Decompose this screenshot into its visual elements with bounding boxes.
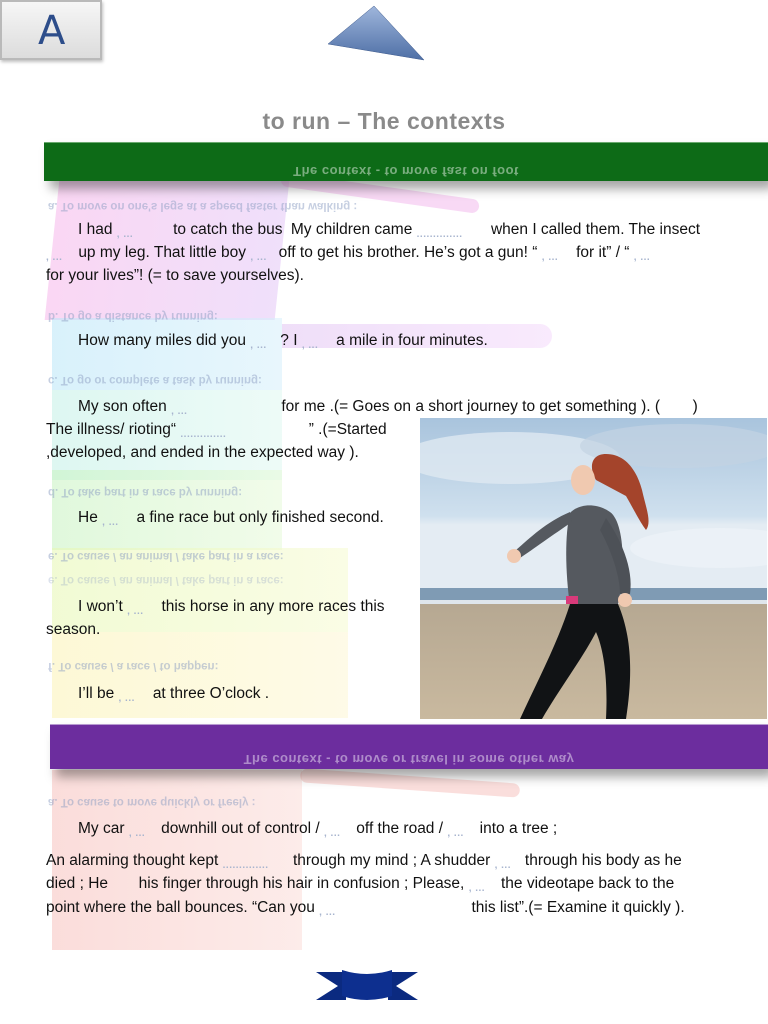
sentence-line: I had , ... to catch the bus My children came .............. when I called them. The insect [78, 218, 700, 246]
section-letter: A [38, 8, 66, 54]
section-letter-box [0, 0, 102, 60]
sentence-line: season. [46, 621, 101, 638]
answer-blank[interactable]: , ... [323, 828, 341, 839]
answer-blank[interactable]: .............. [222, 860, 269, 871]
section-banner-other-travel [50, 724, 768, 769]
ribbon-icon [316, 966, 418, 1004]
answer-blank[interactable]: , ... [127, 606, 144, 617]
banner-ghost-text: The context - to move or travel in some other way [243, 752, 575, 767]
answer-blank[interactable]: , ... [541, 252, 559, 263]
ghost-heading: e. To cause / an animal / take part in a race: [48, 550, 284, 562]
answer-blank[interactable]: , ... [128, 828, 146, 839]
ghost-heading: b. To go a distance by running: [48, 310, 218, 322]
runner-photo [420, 418, 767, 719]
section-banner-move-fast [44, 142, 768, 181]
triangle-icon [324, 4, 430, 64]
sentence-line: for your lives”! (= to save yourselves). [46, 267, 304, 284]
ghost-heading: d. To take part in a race by running: [48, 486, 243, 498]
sentence-line: My son often , ... for me .(= Goes on a short journey to get something ). ( ) [78, 395, 698, 423]
answer-blank[interactable]: , ... [633, 252, 651, 263]
banner-ghost-text: The context - to move fast on foot [293, 164, 519, 179]
pastel-arrow-salmon [300, 768, 520, 797]
sentence-line: I won’t , ... this horse in any more races this [78, 595, 385, 623]
ghost-heading: f. To cause / a race / to happen: [48, 660, 219, 672]
sentence-line: My car , ... downhill out of control / , ... off the road / , ... into a tree ; [78, 817, 557, 845]
ghost-heading: e. To cause / an animal / take part in a race: [48, 574, 284, 586]
page-title: to run – The contexts [262, 108, 506, 134]
ghost-heading: a. To move on one's legs at a speed faster than walking : [48, 200, 358, 212]
sentence-line: died ; He his finger through his hair in confusion ; Please, , ... the videotape back to the [46, 872, 674, 900]
answer-blank[interactable]: , ... [494, 860, 511, 871]
sentence-line: An alarming thought kept .............. through my mind ; A shudder , ... through his body as he [46, 849, 682, 877]
sentence-line: How many miles did you , ... ? I , ... a mile in four minutes. [78, 329, 488, 357]
answer-blank[interactable]: , ... [250, 340, 267, 351]
answer-blank[interactable]: , ... [171, 406, 188, 417]
answer-blank[interactable]: .............. [416, 229, 463, 240]
sentence-line: , ... up my leg. That little boy , ... off to get his brother. He’s got a gun! “ , ... for it” / “ , ... [46, 241, 664, 269]
answer-blank[interactable]: , ... [46, 252, 63, 263]
ghost-heading: c. To go or complete a task by running: [48, 374, 262, 386]
sentence-line: I’ll be , ... at three O’clock . [78, 682, 269, 710]
sentence-line: point where the ball bounces. “Can you , ... this list”.(= Examine it quickly ). [46, 896, 685, 924]
answer-blank[interactable]: , ... [116, 229, 134, 240]
answer-blank[interactable]: , ... [118, 693, 135, 704]
answer-blank[interactable]: , ... [468, 883, 486, 894]
sentence-line: ,developed, and ended in the expected way ). [46, 444, 359, 461]
sentence-line: He , ... a fine race but only finished second. [78, 506, 384, 534]
sentence-line: The illness/ rioting“ .............. ” .(=Started [46, 418, 387, 446]
answer-blank[interactable]: , ... [250, 252, 267, 263]
answer-blank[interactable]: , ... [102, 517, 119, 528]
answer-blank[interactable]: .............. [180, 429, 227, 440]
answer-blank[interactable]: , ... [447, 828, 464, 839]
answer-blank[interactable]: , ... [301, 340, 319, 351]
ghost-heading: a. To cause to move quickly or freely : [48, 796, 256, 808]
answer-blank[interactable]: , ... [319, 907, 336, 918]
